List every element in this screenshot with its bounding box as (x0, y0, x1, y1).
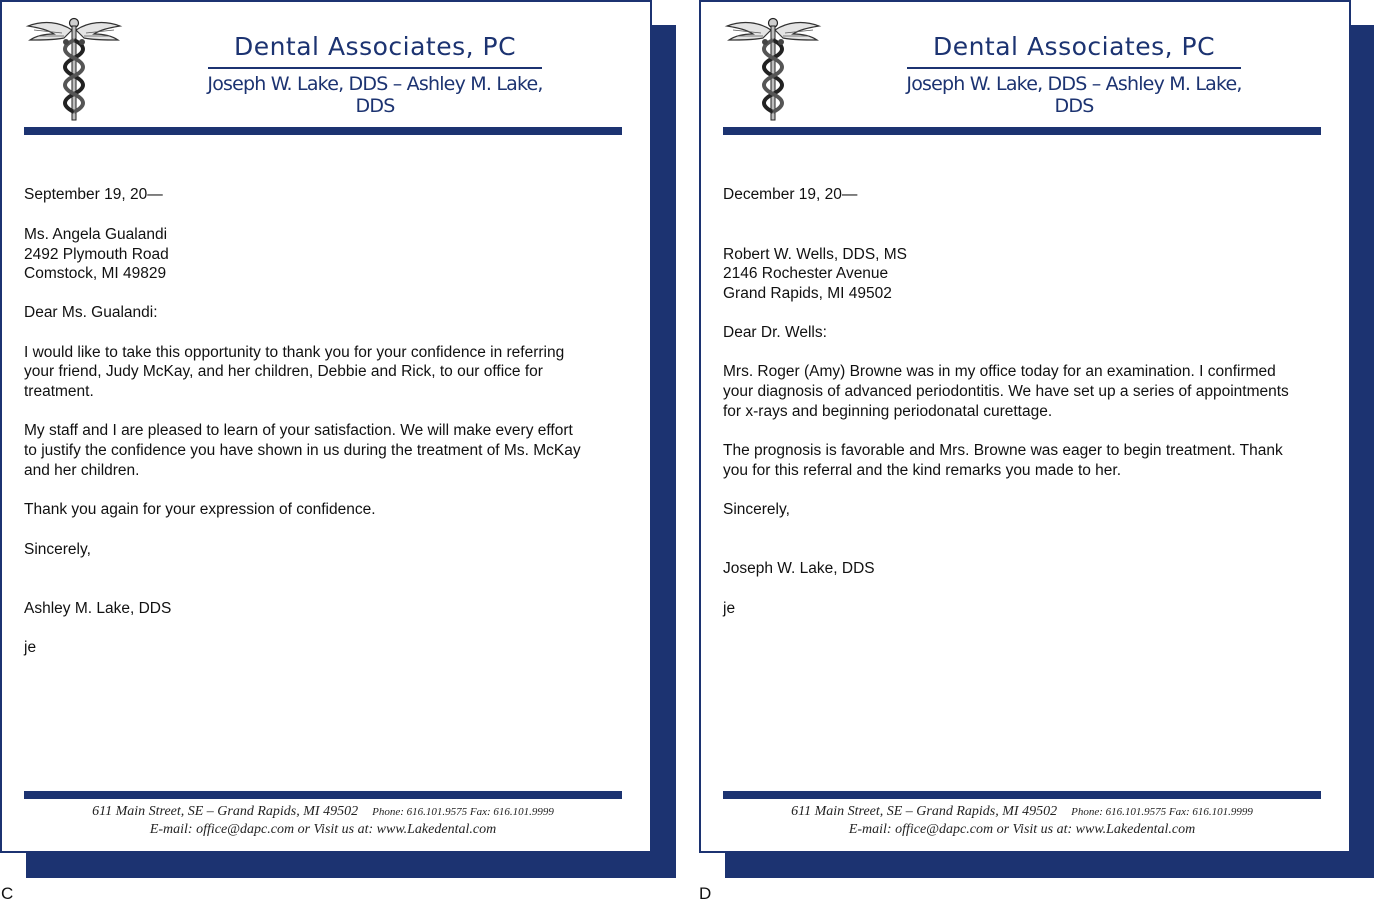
paragraph-1-line: your friend, Judy McKay, and her children, Debbie and Rick, to our office for (24, 363, 543, 380)
signature-name: Joseph W. Lake, DDS (723, 560, 875, 577)
panel-label: D (699, 884, 712, 903)
letterhead-rule (24, 127, 622, 135)
footer-address: 611 Main Street, SE – Grand Rapids, MI 49502 (791, 804, 1058, 819)
footer-email-web: E-mail: office@dapc.com or Visit us at: www.Lakedental.com (848, 822, 1196, 837)
typist-initials: je (24, 639, 37, 656)
paragraph-2-line: to justify the confidence you have shown in us during the treatment of Ms. McKay (24, 442, 581, 459)
letterhead-practice-name: Dental Associates, PC (233, 32, 517, 61)
panel-label: C (1, 884, 14, 903)
footer-address: 611 Main Street, SE – Grand Rapids, MI 49502 (92, 804, 359, 819)
closing: Sincerely, (723, 501, 790, 518)
paragraph-2-line: The prognosis is favorable and Mrs. Browne was eager to begin treatment. Thank (723, 442, 1283, 459)
letter-d-page (699, 0, 1351, 853)
letterhead-footer (723, 802, 1321, 838)
salutation: Dear Dr. Wells: (723, 324, 827, 341)
letter-date: December 19, 20— (723, 186, 858, 203)
letterhead-footer (24, 802, 622, 838)
footer-rule (723, 791, 1321, 799)
letterhead-doctors: Joseph W. Lake, DDS – Ashley M. Lake, DDS (906, 73, 1242, 117)
footer-rule (24, 791, 622, 799)
letterhead-title-underline (907, 67, 1241, 69)
typist-initials: je (723, 600, 736, 617)
letter-c-page (0, 0, 652, 853)
closing: Sincerely, (24, 541, 91, 558)
recipient-city: Grand Rapids, MI 49502 (723, 285, 892, 302)
recipient-street: 2146 Rochester Avenue (723, 265, 889, 282)
paragraph-1-line: for x-rays and beginning periodonatal curettage. (723, 403, 1053, 420)
recipient-name: Ms. Angela Gualandi (24, 226, 168, 243)
paragraph-1-line: your diagnosis of advanced periodontitis. We have set up a series of appointments (723, 383, 1289, 400)
letter-date: September 19, 20— (24, 186, 163, 203)
letterhead-practice-name: Dental Associates, PC (932, 32, 1216, 61)
caduceus-icon (723, 16, 823, 126)
letterhead-rule (723, 127, 1321, 135)
recipient-street: 2492 Plymouth Road (24, 246, 169, 263)
paragraph-3-line: Thank you again for your expression of confidence. (24, 501, 376, 518)
footer-phone-fax: Phone: 616.101.9575 Fax: 616.101.9999 (372, 806, 554, 818)
paragraph-2-line: My staff and I are pleased to learn of your satisfaction. We will make every effort (24, 422, 573, 439)
paragraph-1-line: I would like to take this opportunity to thank you for your confidence in referring (24, 344, 565, 361)
signature-name: Ashley M. Lake, DDS (24, 600, 172, 617)
caduceus-icon (24, 16, 124, 126)
salutation: Dear Ms. Gualandi: (24, 304, 158, 321)
footer-email-web: E-mail: office@dapc.com or Visit us at: www.Lakedental.com (149, 822, 497, 837)
footer-phone-fax: Phone: 616.101.9575 Fax: 616.101.9999 (1071, 806, 1253, 818)
paragraph-2-line: you for this referral and the kind remarks you made to her. (723, 462, 1122, 479)
letterhead-doctors: Joseph W. Lake, DDS – Ashley M. Lake, DDS (207, 73, 543, 117)
paragraph-2-line: and her children. (24, 462, 140, 479)
paragraph-1-line: Mrs. Roger (Amy) Browne was in my office today for an examination. I confirmed (723, 363, 1276, 380)
letterhead-title-underline (208, 67, 542, 69)
recipient-name: Robert W. Wells, DDS, MS (723, 246, 908, 263)
paragraph-1-line: treatment. (24, 383, 94, 400)
recipient-city: Comstock, MI 49829 (24, 265, 167, 282)
